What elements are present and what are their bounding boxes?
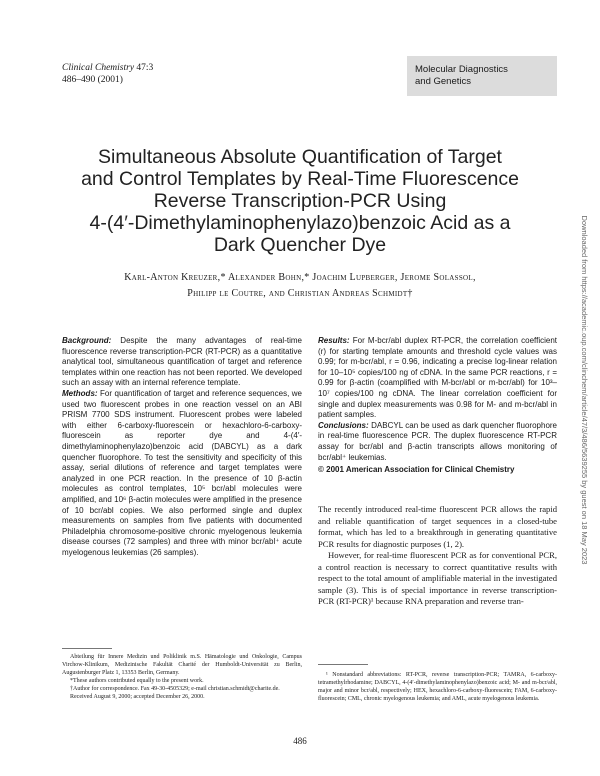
authors-line2: Philipp le Coutre, and Christian Andreas Schmidt† — [187, 288, 413, 299]
affiliation-note: Abteilung für Innere Medizin und Poliklinik m.S. Hämatologie und Onkologie, Campus Virchow-Klinikum, Medizinische Fakultät Charité der Humboldt-Universität zu Berlin, Augustenburger Platz 1, 13353 Berlin, Germany. — [62, 654, 302, 676]
section-label-line1: Molecular Diagnostics — [415, 64, 508, 75]
title-line: Dark Quencher Dye — [213, 234, 387, 256]
results-text: For M-bcr/abl duplex RT-PCR, the correlation coefficient (r) for starting template amounts and threshold cycle values was 0.99; for m-bcr/abl, r = 0.96, indicating a precise log-linear relation for 10–10⁵ copies/100 ng of cDNA. In the same PCR reactions, r = 0.99 for β-actin (coamplified with M-bcr/abl or m-bcr/abl) for 10³–10⁷ copies/100 ng cDNA. The linear correlation coefficient for single and duplex measurements was 0.98 for M- and m-bcr/abl in patient samples. — [318, 336, 557, 420]
footnote-rule-left — [62, 648, 112, 649]
methods-text: For quantification of target and reference sequences, we used two fluorescent probes in one reaction vessel on an ABI PRISM 7700 SDS instrument. Fluorescent probes were labeled with either 6-carboxy-fluorescein or hexachloro-6-carboxy-fluorescein as reporter dye and 4-(4′-dimethylaminophenylazo)benzoic acid (DABCYL) as a dark quencher fluorophore. To test the sensitivity and specificity of this assay, serial dilutions of reference and target templates were analyzed in one PCR reaction. In the presence of 10 β-actin molecules as control templates, 10⁵ bcr/abl molecules were amplified, and 10⁶ β-actin molecules were amplified in the presence of 10 bcr/abl copies. We also performed single and duplex measurements on samples from five patients with documented Philadelphia chromosome-positive chronic myelogenous leukemia disease courses (72 samples) and three with minor bcr/abl⁺ acute myelogenous leukemias (26 samples). — [62, 388, 302, 557]
results-heading: Results: — [318, 336, 350, 345]
copyright-line: © 2001 American Association for Clinical Chemistry — [318, 465, 515, 475]
footnote-rule-right — [318, 664, 368, 665]
journal-citation — [62, 62, 153, 86]
body-paragraph: The recently introduced real-time fluorescent PCR allows the rapid and reliable quantification of target sequences in a closed-tube format, which has led to a breakthrough in generating quantitative PCR results for diagnostic purposes (1, 2). — [318, 504, 557, 549]
journal-volume: 47:3 — [136, 63, 154, 73]
footnote-right — [318, 671, 557, 703]
authors-line1: Karl-Anton Kreuzer,* Alexander Bohn,* Joachim Lupberger, Jerome Solassol, — [124, 272, 476, 283]
background-text: Despite the many advantages of real-time fluorescence reverse transcription-PCR (RT-PCR) as a quantitative analytical tool, simultaneous quantification of target and reference templates within one reaction has not been reported. We developed such an assay with an internal reference template. — [62, 336, 302, 388]
equal-contribution-note: *These authors contributed equally to the present work. — [70, 678, 204, 684]
conclusions-text: DABCYL can be used as dark quencher fluorophore in real-time fluorescence PCR. The duplex fluorescence RT-PCR assay for bcr/abl and β-actin transcripts allows monitoring of bcr/abl⁺ leukemias. — [318, 420, 557, 462]
abstract-results — [318, 336, 557, 421]
abstract-background — [62, 336, 302, 389]
download-watermark: Downloaded from https://academic.oup.com/clinchem/article/47/3/486/5639255 by guest on 18 May 2023 — [580, 215, 589, 565]
received-note: Received August 9, 2000; accepted December 26, 2000. — [70, 694, 205, 700]
title-line: 4-(4′-Dimethylaminophenylazo)benzoic Acid as a — [89, 212, 511, 234]
section-label — [407, 56, 557, 96]
correspondence-note: †Author for correspondence. Fax 49-30-4505329; e-mail christian.schmidt@charite.de. — [70, 686, 280, 692]
page-number: 486 — [293, 736, 307, 746]
journal-name: Clinical Chemistry — [62, 63, 135, 73]
background-heading: Background: — [62, 336, 112, 345]
footnotes-left — [62, 653, 302, 701]
article-title — [40, 146, 560, 256]
section-label-line2: and Genetics — [415, 76, 471, 87]
methods-heading: Methods: — [62, 388, 98, 398]
abstract-methods — [62, 389, 302, 559]
title-line: and Control Templates by Real-Time Fluorescence — [81, 168, 519, 190]
abstract-conclusions — [318, 421, 557, 463]
title-line: Simultaneous Absolute Quantification of Target — [98, 146, 502, 168]
title-line: Reverse Transcription-PCR Using — [153, 190, 447, 212]
abstract-left-column — [62, 336, 302, 558]
body-text — [318, 504, 557, 608]
abstract-right-column — [318, 336, 557, 476]
author-list — [40, 270, 560, 302]
journal-pages-year: 486–490 (2001) — [62, 75, 123, 85]
conclusions-heading: Conclusions: — [318, 420, 369, 430]
abbreviations-note: ¹ Nonstandard abbreviations: RT-PCR, reverse transcription-PCR; TAMRA, 6-carboxy-tetramethylrhodamine; DABCYL, 4-(4′-dimethylaminophenylazo)benzoic acid; M- and m-bcr/abl, major and minor bcr/abl, respectively; HEX, hexachloro-6-carboxy-fluorescein; FAM, 6-carboxy-fluorescein; CML, chronic myelogenous leukemia; and AML, acute myelogenous leukemia. — [318, 672, 557, 702]
body-paragraph: However, for real-time fluorescent PCR as for conventional PCR, a control reaction is necessary to correct quantitative results with respect to the total amount of amplifiable material in the investigated sample (3). This is of special importance in reverse transcription-PCR (RT-PCR)¹ because RNA preparation and reverse tran- — [318, 550, 557, 606]
